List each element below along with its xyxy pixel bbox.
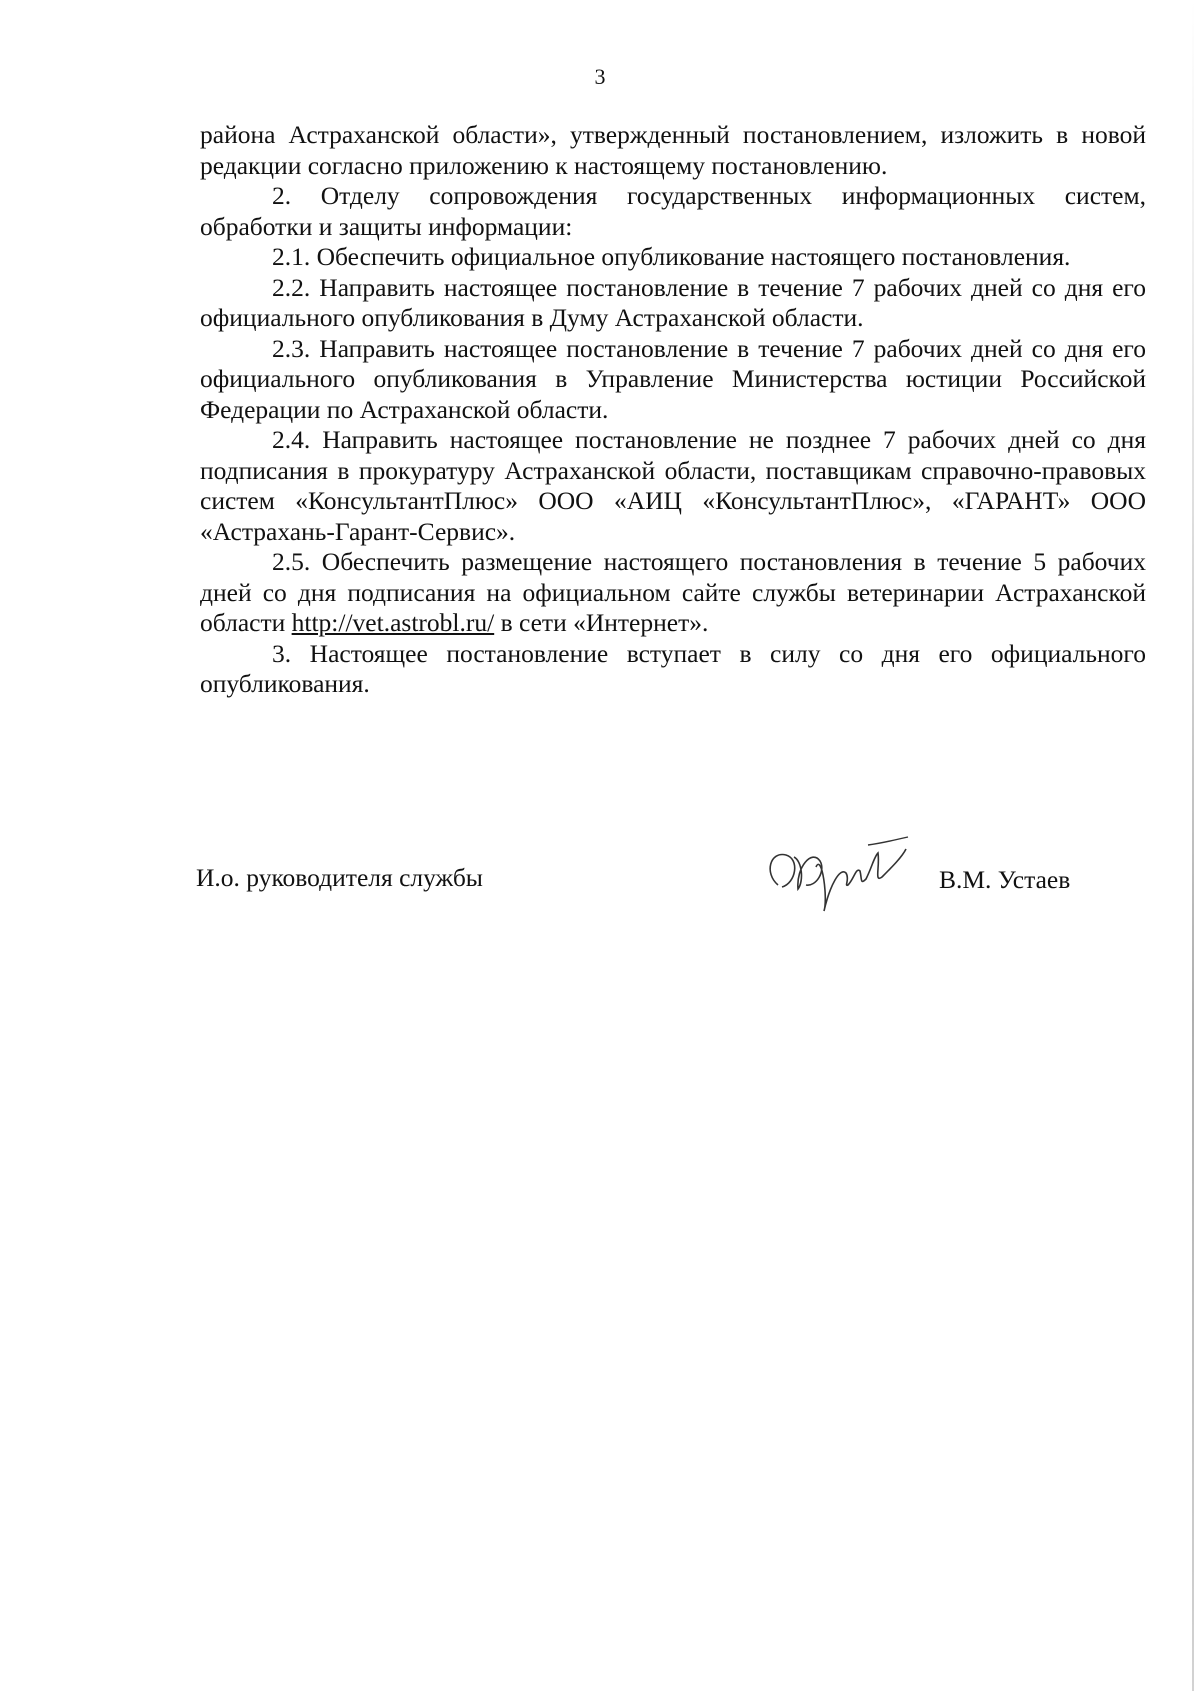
paragraph-item-3: 3. Настоящее постановление вступает в силу со дня его официального опубликования. bbox=[200, 638, 1146, 698]
scan-edge-shadow bbox=[1192, 0, 1194, 1691]
page-number: 3 bbox=[594, 64, 606, 89]
paragraph-item-2-5-tail: в сети «Интернет». bbox=[494, 608, 709, 637]
website-link[interactable]: http://vet.astrobl.ru/ bbox=[291, 608, 495, 637]
paragraph-item-2-5 bbox=[200, 547, 1146, 639]
handwritten-signature bbox=[756, 827, 916, 917]
paragraph-item-2-2: 2.2. Направить настоящее постановление в течение 7 рабочих дней со дня его официального опубликования в Думу Астраханской области. bbox=[200, 272, 1146, 332]
signature-block bbox=[196, 855, 1156, 925]
paragraph-item-2-5-text: 2.5. Обеспечить размещение настоящего постановления в течение 5 рабочих дней со дня подписания на официальном сайте службы ветеринарии Астраханской области bbox=[200, 547, 1146, 637]
document-body bbox=[200, 120, 1146, 700]
paragraph-continuation: района Астраханской области», утвержденный постановлением, изложить в новой редакции согласно приложению к настоящему постановлению. bbox=[200, 120, 1146, 180]
signatory-name: В.М. Устаев bbox=[939, 865, 1071, 894]
paragraph-item-2-1: 2.1. Обеспечить официальное опубликование настоящего постановления. bbox=[272, 242, 1071, 271]
signatory-title: И.о. руководителя службы bbox=[196, 863, 483, 892]
paragraph-item-2-3: 2.3. Направить настоящее постановление в течение 7 рабочих дней со дня его официального опубликования в Управление Министерства юстиции Российской Федерации по Астраханской области. bbox=[200, 333, 1146, 424]
paragraph-item-2: 2. Отделу сопровождения государственных информационных систем, обработки и защиты информации: bbox=[200, 181, 1146, 241]
paragraph-item-2-4: 2.4. Направить настоящее постановление не позднее 7 рабочих дней со дня подписания в прокуратуру Астраханской области, поставщикам справочно-правовых систем «КонсультантПлюс» ООО «АИЦ «КонсультантПлюс», «ГАРАНТ» ООО «Астрахань-Гарант-Сервис». bbox=[200, 425, 1146, 546]
